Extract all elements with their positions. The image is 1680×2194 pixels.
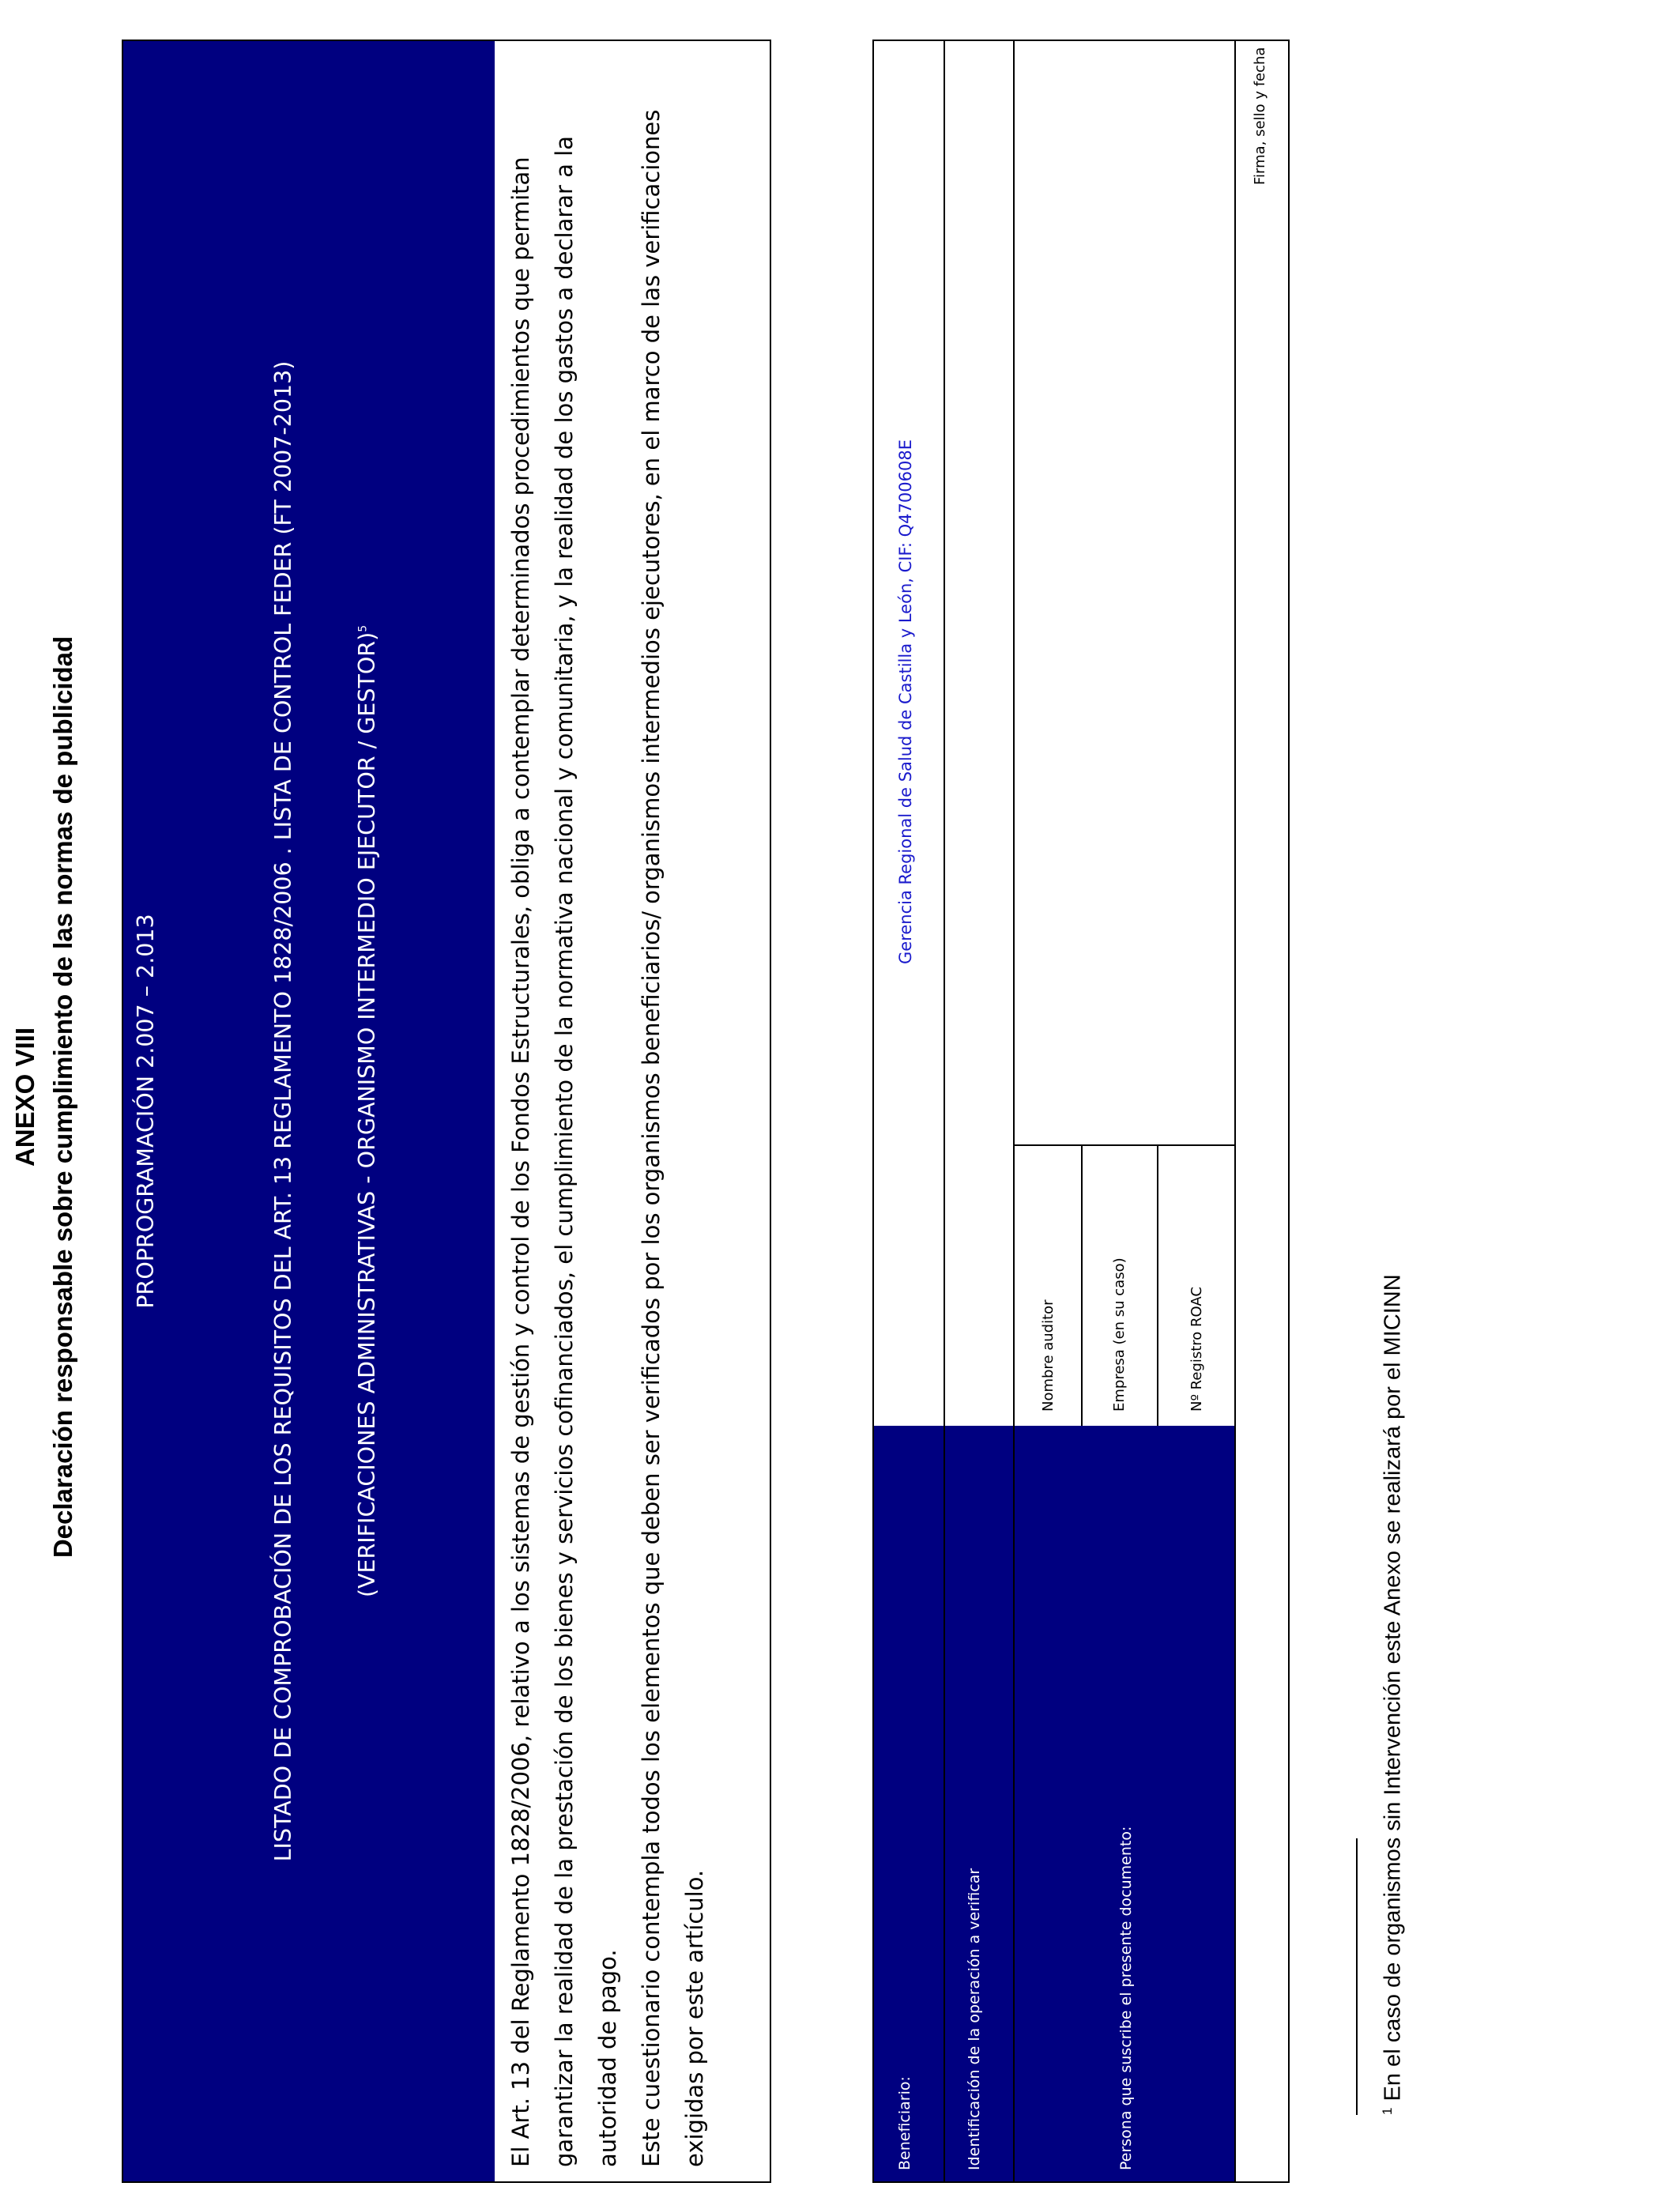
listado-line: LISTADO DE COMPROBACIÓN DE LOS REQUISITOS DEL ART. 13 REGLAMENTO 1828/2006 . LISTA DE CONTROL FEDER (FT 2007-2013) bbox=[270, 360, 296, 1862]
column-divider bbox=[1013, 1144, 1234, 1146]
beneficiario-label: Beneficiario: bbox=[896, 2076, 913, 2170]
annex-title: ANEXO VIII bbox=[10, 1027, 40, 1167]
row-divider bbox=[944, 41, 945, 2181]
footnote-text: En el caso de organismos sin Intervención este Anexo se realizará por el MICINN bbox=[1380, 1274, 1406, 2102]
row-divider bbox=[1234, 41, 1236, 2181]
description-text bbox=[499, 62, 717, 2167]
registro-roac-label: Nº Registro ROAC bbox=[1188, 1287, 1205, 1412]
row-divider bbox=[1013, 41, 1015, 2181]
label-column bbox=[874, 1426, 1234, 2181]
footnote bbox=[1380, 1274, 1407, 2115]
paragraph-cuestionario: Este cuestionario contempla todos los elementos que deben ser verificados por los organismos beneficiarios/ organismos intermedios ejecutores, en el marco de las verificaciones exigidas por este artículo. bbox=[638, 109, 708, 2167]
info-table bbox=[872, 40, 1290, 2183]
blue-header-band bbox=[123, 41, 495, 2181]
footnote-rule bbox=[1356, 1838, 1358, 2115]
beneficiario-value[interactable]: Gerencia Regional de Salud de Castilla y León, CIF: Q4700608E bbox=[896, 439, 915, 964]
verificaciones-text: (VERIFICACIONES ADMINISTRATIVAS - ORGANISMO INTERMEDIO EJECUTOR / GESTOR) bbox=[354, 631, 380, 1598]
operacion-label: Identificación de la operación a verificar bbox=[966, 1868, 983, 2170]
nombre-auditor-label: Nombre auditor bbox=[1040, 1299, 1057, 1412]
programacion-line: PROPROGRAMACIÓN 2.007 – 2.013 bbox=[133, 914, 159, 1309]
verificaciones-line bbox=[354, 41, 380, 2181]
control-list-box bbox=[122, 40, 771, 2183]
row-divider bbox=[1157, 1146, 1158, 1426]
annex-subtitle: Declaración responsable sobre cumplimiento de las normas de publicidad bbox=[48, 635, 77, 1559]
firma-label: Firma, sello y fecha bbox=[1252, 47, 1268, 185]
empresa-label: Empresa (en su caso) bbox=[1111, 1257, 1128, 1412]
row-divider bbox=[1081, 1146, 1083, 1426]
persona-label: Persona que suscribe el presente documento: bbox=[1117, 1826, 1135, 2170]
footnote-ref: 5 bbox=[356, 624, 370, 632]
footnote-marker: 1 bbox=[1380, 2107, 1395, 2115]
paragraph-art13: El Art. 13 del Reglamento 1828/2006, relativo a los sistemas de gestión y control de los Fondos Estructurales, obliga a contemplar determinados procedimientos que permitan garantizar la realidad de la prestación de los bienes y servicios cofinanciados, el cumplimiento de la normativa nacional y comunitaria, y la realidad de los gastos a declarar a la autoridad de pago. bbox=[507, 135, 621, 2167]
